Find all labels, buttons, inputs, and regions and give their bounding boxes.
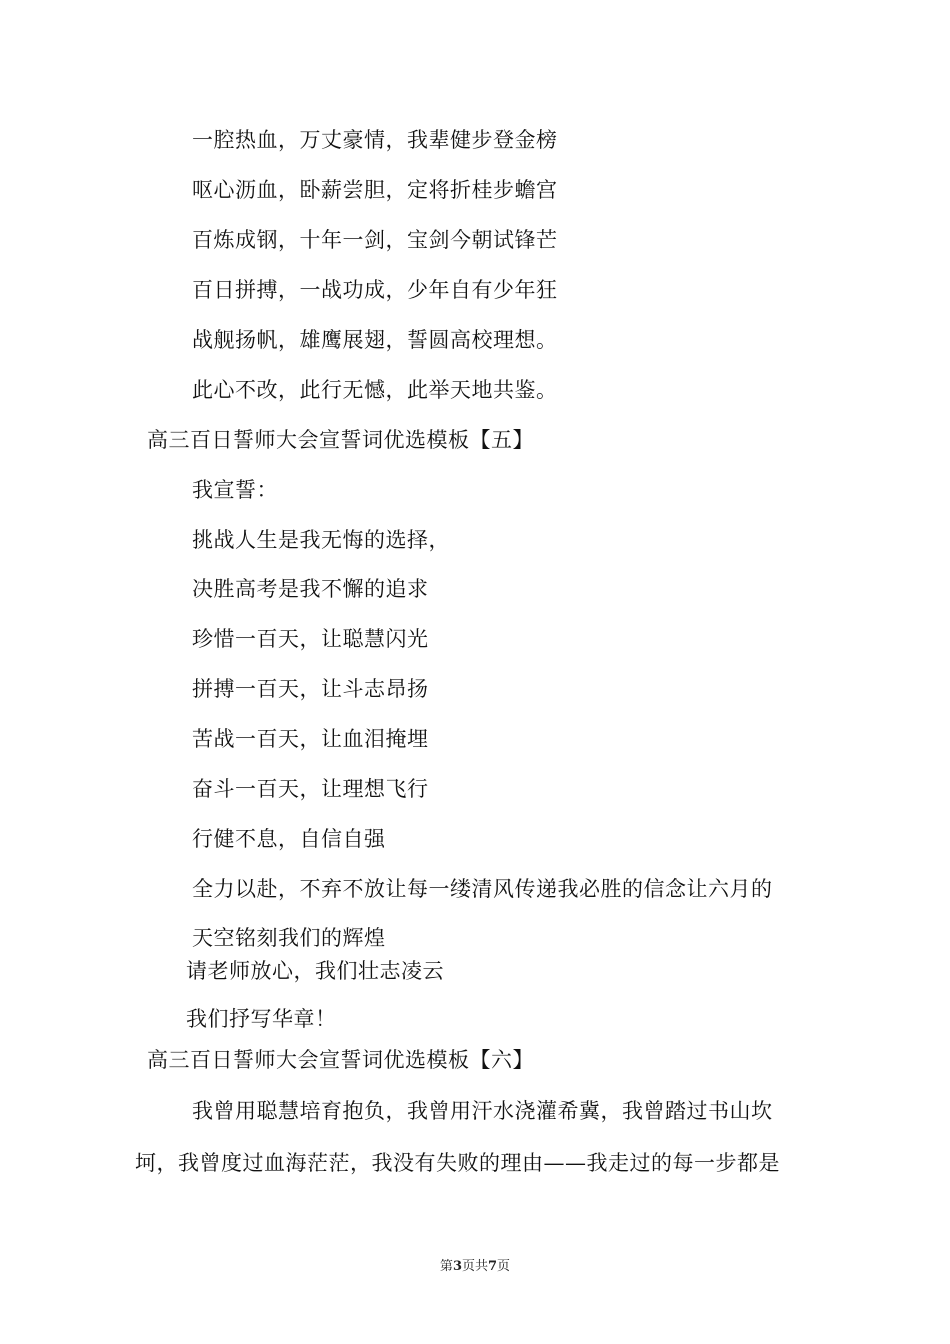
oath-line: 呕心沥血，卧薪尝胆，定将折桂步蟾宫 [192, 178, 558, 202]
oath-line: 天空铭刻我们的辉煌 [192, 926, 386, 950]
oath-line: 百炼成钢，十年一剑，宝剑今朝试锋芒 [192, 228, 558, 252]
oath-line: 决胜高考是我不懈的追求 [192, 577, 429, 601]
oath-line: 百日拼搏，一战功成，少年自有少年狂 [192, 278, 558, 302]
section-heading: 高三百日誓师大会宣誓词优选模板【五】 [147, 428, 534, 452]
oath-line: 一腔热血，万丈豪情，我辈健步登金榜 [192, 128, 558, 152]
oath-line: 奋斗一百天，让理想飞行 [192, 777, 429, 801]
oath-line: 行健不息，自信自强 [192, 827, 386, 851]
oath-line: 战舰扬帆，雄鹰展翅，誓圆高校理想。 [192, 328, 558, 352]
closing-line: 请老师放心，我们壮志凌云 [186, 959, 444, 983]
oath-line: 此心不改，此行无憾，此举天地共鉴。 [192, 378, 558, 402]
paragraph-line: 我曾用聪慧培育抱负，我曾用汗水浇灌希冀，我曾踏过书山坎 [192, 1099, 773, 1123]
footer-total-pages: 7 [488, 1259, 498, 1274]
oath-line: 挑战人生是我无悔的选择， [192, 528, 450, 552]
closing-line: 我们抒写华章！ [186, 1007, 337, 1031]
section-heading: 高三百日誓师大会宣誓词优选模板【六】 [147, 1048, 534, 1072]
oath-line: 苦战一百天，让血泪掩埋 [192, 727, 429, 751]
footer-suffix: 页 [497, 1259, 511, 1274]
footer-middle: 页共 [461, 1259, 488, 1274]
paragraph-line: 坷，我曾度过血海茫茫，我没有失败的理由——我走过的每一步都是 [135, 1151, 780, 1175]
page-footer [0, 1259, 950, 1275]
footer-prefix: 第 [439, 1259, 453, 1274]
oath-line: 拼搏一百天，让斗志昂扬 [192, 677, 429, 701]
oath-line: 珍惜一百天，让聪慧闪光 [192, 627, 429, 651]
oath-line: 我宣誓： [192, 478, 278, 502]
footer-page-number: 3 [452, 1259, 462, 1274]
oath-line: 全力以赴，不弃不放让每一缕清风传递我必胜的信念让六月的 [192, 877, 773, 901]
